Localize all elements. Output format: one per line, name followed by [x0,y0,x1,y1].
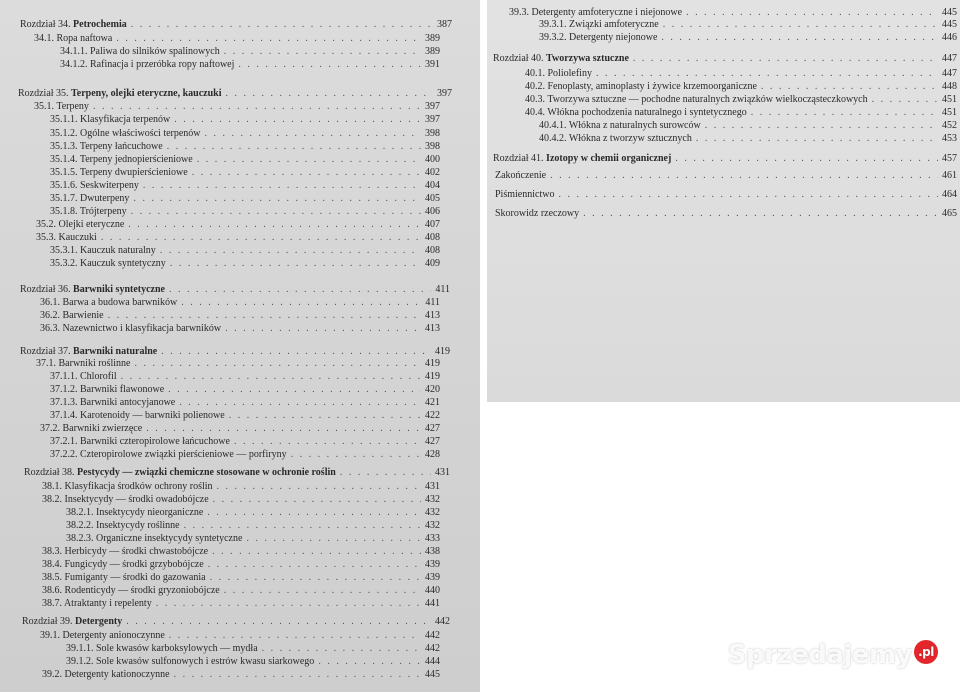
toc-dot-leader [161,346,431,358]
toc-entry-label: 39.1.1. Sole kwasów karboksylowych — mydła [66,643,258,654]
toc-page-number: 411 [425,297,440,308]
toc-dot-leader [174,114,421,126]
toc-entry-label: 35.1.3. Terpeny łańcuchowe [50,141,163,152]
toc-dot-leader [128,219,421,231]
toc-dot-leader [116,33,421,45]
toc-page-number: 431 [435,467,450,478]
toc-dot-leader [168,384,421,396]
toc-page-number: 409 [425,258,440,269]
toc-dot-leader [126,616,431,628]
toc-entry-label: 38.2.1. Insektycydy nieorganiczne [66,507,204,518]
toc-entry-label: 35.1. Terpeny [34,101,89,112]
toc-entry-label: 37.1.4. Karotenoidy — barwniki polienowe [50,410,225,421]
toc-dot-leader [160,245,421,257]
toc-entry-label: 38.2.2. Insektycydy roślinne [66,520,180,531]
toc-entry-row [66,533,440,545]
toc-page-number: 419 [425,358,440,369]
toc-dot-leader [226,88,434,100]
toc-dot-leader [169,284,431,296]
toc-page-number: 400 [425,154,440,165]
toc-entry-row [42,598,440,610]
toc-entry-label: Rozdział 36. Barwniki syntetyczne [20,284,165,295]
toc-page-number: 441 [425,598,440,609]
toc-entry-row [539,133,957,145]
toc-page-number: 402 [425,167,440,178]
toc-page-number: 408 [425,245,440,256]
toc-dot-leader [558,189,938,201]
toc-entry-row [66,656,440,668]
toc-dot-leader [318,656,421,668]
toc-page-number: 433 [425,533,440,544]
toc-dot-leader [340,467,431,479]
toc-entry-row [40,630,440,642]
toc-page-number: 405 [425,193,440,204]
toc-dot-leader [207,507,421,519]
toc-entry-row [50,167,440,179]
toc-chapter-row [493,53,957,65]
toc-entry-label: Rozdział 41. Izotopy w chemii organicznej [493,153,672,164]
toc-page-number: 451 [942,107,957,118]
toc-entry-row [50,410,440,422]
toc-entry-row [50,258,440,270]
toc-page-number: 422 [425,410,440,421]
toc-dot-leader [224,585,421,597]
toc-page-number: 446 [942,32,957,43]
toc-dot-leader [156,598,421,610]
toc-dot-leader [633,53,938,65]
right-page [487,0,960,402]
toc-entry-label: 35.1.5. Terpeny dwupierścieniowe [50,167,188,178]
toc-page-number: 427 [425,423,440,434]
toc-entry-label: 40.3. Tworzywa sztuczne — pochodne naturalnych związków wielkocząsteczkowych [525,94,868,105]
toc-page-number: 445 [942,19,957,30]
toc-entry-label: 38.5. Fumiganty — środki do gazowania [42,572,206,583]
toc-entry-label: 37.1.3. Barwniki antocyjanowe [50,397,176,408]
toc-dot-leader [146,423,421,435]
toc-entry-label: Rozdział 40. Tworzywa sztuczne [493,53,629,64]
toc-page-number: 397 [425,114,440,125]
toc-page-number: 453 [942,133,957,144]
toc-chapter-row [24,467,450,479]
toc-entry-label: 35.1.2. Ogólne właściwości terpenów [50,128,201,139]
toc-entry-label: Rozdział 35. Terpeny, olejki eteryczne, kauczuki [18,88,222,99]
toc-page-number: 419 [435,346,450,357]
toc-entry-label: 38.2.3. Organiczne insektycydy syntetyczne [66,533,243,544]
toc-page-number: 432 [425,520,440,531]
toc-entry-row [42,669,440,681]
toc-entry-row [66,643,440,655]
toc-page-number: 406 [425,206,440,217]
toc-entry-label: Piśmiennictwo [495,189,555,200]
toc-entry-label: Rozdział 39. Detergenty [22,616,123,627]
toc-page-number: 438 [425,546,440,557]
toc-page-number: 451 [942,94,957,105]
toc-dot-leader [174,669,421,681]
toc-entry-row [509,7,957,19]
toc-dot-leader [131,206,421,218]
toc-dot-leader [134,358,421,370]
toc-dot-leader [596,68,938,80]
toc-page-number: 442 [425,643,440,654]
toc-dot-leader [686,7,938,19]
toc-entry-label: Skorowidz rzeczowy [495,208,580,219]
toc-chapter-row [493,153,957,165]
toc-entry-row [42,559,440,571]
toc-entry-label: 35.1.7. Dwuterpeny [50,193,130,204]
toc-entry-row [525,81,957,93]
toc-page-number: 428 [425,449,440,460]
toc-dot-leader [751,107,938,119]
toc-dot-leader [550,170,938,182]
toc-entry-row [42,546,440,558]
toc-entry-row [495,189,957,201]
toc-page-number: 404 [425,180,440,191]
toc-entry-label: 40.1. Poliolefiny [525,68,592,79]
toc-entry-row [40,297,440,309]
toc-entry-row [40,310,440,322]
toc-entry-row [50,193,440,205]
toc-dot-leader [170,258,421,270]
toc-entry-row [42,572,440,584]
toc-entry-row [50,397,440,409]
toc-entry-row [495,208,957,220]
toc-chapter-row [18,88,452,100]
toc-page-number: 448 [942,81,957,92]
toc-page-number: 445 [425,669,440,680]
toc-entry-row [50,449,440,461]
toc-page-number: 432 [425,507,440,518]
toc-entry-label: 35.3.1. Kauczuk naturalny [50,245,156,256]
toc-entry-label: 38.1. Klasyfikacja środków ochrony roślin [42,481,213,492]
toc-dot-leader [192,167,421,179]
toc-dot-leader [93,101,421,113]
toc-entry-label: 36.2. Barwienie [40,310,104,321]
watermark-text: Sprzedajemy [727,640,912,670]
toc-entry-row [539,32,957,44]
toc-dot-leader [238,59,421,71]
toc-entry-label: 38.6. Rodenticydy — środki gryzoniobójcze [42,585,220,596]
toc-dot-leader [225,323,421,335]
toc-dot-leader [661,32,938,44]
toc-page-number: 442 [425,630,440,641]
toc-page-number: 439 [425,559,440,570]
toc-entry-label: 39.2. Detergenty kationoczynne [42,669,170,680]
toc-entry-label: 36.3. Nazewnictwo i klasyfikacja barwników [40,323,222,334]
toc-entry-label: 38.7. Atraktanty i repelenty [42,598,152,609]
toc-entry-row [34,101,440,113]
watermark-suffix: .pl [914,640,938,664]
toc-page-number: 389 [425,33,440,44]
toc-dot-leader [224,46,421,58]
toc-entry-label: 35.3.2. Kauczuk syntetyczny [50,258,166,269]
toc-page-number: 427 [425,436,440,447]
toc-entry-label: 39.3.1. Związki amfoteryczne [539,19,659,30]
toc-entry-label: 36.1. Barwa a budowa barwników [40,297,178,308]
toc-entry-label: 38.4. Fungicydy — środki grzybobójcze [42,559,204,570]
toc-entry-label: 39.3.2. Detergenty niejonowe [539,32,658,43]
toc-entry-label: 35.1.8. Trójterpeny [50,206,127,217]
toc-entry-row [525,68,957,80]
toc-entry-row [50,245,440,257]
toc-entry-label: 38.3. Herbicydy — środki chwastobójcze [42,546,209,557]
toc-entry-row [36,219,440,231]
toc-dot-leader [705,120,938,132]
toc-entry-label: 35.2. Olejki eteryczne [36,219,125,230]
toc-entry-label: 38.2. Insektycydy — środki owadobójcze [42,494,209,505]
toc-page-number: 419 [425,371,440,382]
toc-entry-row [66,507,440,519]
toc-chapter-row [22,616,450,628]
toc-page-number: 397 [437,88,452,99]
toc-entry-label: 35.1.6. Seskwiterpeny [50,180,139,191]
toc-dot-leader [583,208,938,220]
toc-page-number: 440 [425,585,440,596]
toc-page-number: 413 [425,323,440,334]
toc-dot-leader [133,193,421,205]
toc-entry-row [525,107,957,119]
toc-page-number: 457 [942,153,957,164]
toc-entry-row [50,384,440,396]
toc-entry-label: Rozdział 38. Pestycydy — związki chemiczne stosowane w ochronie roślin [24,467,336,478]
toc-page-number: 398 [425,141,440,152]
toc-page-number: 431 [425,481,440,492]
toc-dot-leader [169,630,421,642]
toc-entry-label: 40.4.1. Włókna z naturalnych surowców [539,120,701,131]
toc-entry-label: 37.2.2. Czteropirolowe związki pierścieniowe — porfiryny [50,449,287,460]
toc-entry-label: 35.1.1. Klasyfikacja terpenów [50,114,171,125]
toc-page-number: 387 [437,19,452,30]
toc-entry-label: 34.1. Ropa naftowa [34,33,113,44]
toc-dot-leader [181,297,421,309]
toc-entry-row [36,358,440,370]
toc-dot-leader [213,494,421,506]
toc-entry-label: 35.1.4. Terpeny jednopierścieniowe [50,154,193,165]
toc-page-number: 411 [435,284,450,295]
toc-entry-row [42,494,440,506]
toc-entry-row [36,232,440,244]
toc-page-number: 461 [942,170,957,181]
toc-page-number: 398 [425,128,440,139]
toc-entry-row [40,323,440,335]
toc-entry-row [50,141,440,153]
toc-entry-row [539,19,957,31]
toc-entry-row [34,33,440,45]
toc-entry-row [50,128,440,140]
toc-chapter-row [20,19,452,31]
toc-dot-leader [179,397,421,409]
toc-entry-label: 39.1. Detergenty anionoczynne [40,630,165,641]
toc-page-number: 447 [942,53,957,64]
toc-dot-leader [131,19,433,31]
toc-dot-leader [208,559,421,571]
toc-dot-leader [229,410,421,422]
toc-entry-row [50,436,440,448]
toc-dot-leader [675,153,938,165]
toc-entry-row [60,59,440,71]
toc-chapter-row [20,284,450,296]
toc-entry-label: 37.1.2. Barwniki flawonowe [50,384,165,395]
toc-page-number: 397 [425,101,440,112]
toc-entry-label: 37.1. Barwniki roślinne [36,358,131,369]
toc-entry-row [495,170,957,182]
toc-entry-label: Zakończenie [495,170,547,181]
watermark-logo [728,640,938,670]
toc-page-number: 432 [425,494,440,505]
toc-entry-row [40,423,440,435]
toc-entry-label: 34.1.2. Rafinacja i przeróbka ropy naftowej [60,59,235,70]
toc-entry-row [50,371,440,383]
toc-entry-label: 40.4. Włókna pochodzenia naturalnego i syntetycznego [525,107,747,118]
toc-page-number: 442 [435,616,450,627]
page-gutter [480,0,487,692]
toc-dot-leader [184,520,421,532]
toc-entry-row [525,94,957,106]
toc-entry-label: 37.2. Barwniki zwierzęce [40,423,143,434]
toc-entry-label: 34.1.1. Paliwa do silników spalinowych [60,46,220,57]
toc-entry-label: 40.2. Fenoplasty, aminoplasty i żywice krzemoorganiczne [525,81,757,92]
toc-page-number: 445 [942,7,957,18]
toc-dot-leader [212,546,421,558]
toc-entry-row [539,120,957,132]
toc-dot-leader [234,436,421,448]
toc-page-number: 439 [425,572,440,583]
toc-dot-leader [121,371,421,383]
toc-entry-label: 39.3. Detergenty amfoteryczne i niejonowe [509,7,683,18]
toc-entry-row [66,520,440,532]
toc-dot-leader [143,180,421,192]
toc-entry-row [42,481,440,493]
toc-dot-leader [872,94,938,106]
toc-dot-leader [205,128,421,140]
toc-dot-leader [217,481,421,493]
toc-page-number: 465 [942,208,957,219]
toc-dot-leader [108,310,421,322]
toc-page-number: 408 [425,232,440,243]
toc-dot-leader [210,572,421,584]
toc-entry-label: 37.2.1. Barwniki czteropirolowe łańcuchowe [50,436,230,447]
toc-entry-row [42,585,440,597]
toc-entry-label: 35.3. Kauczuki [36,232,97,243]
toc-entry-label: 39.1.2. Sole kwasów sulfonowych i estrów kwasu siarkowego [66,656,315,667]
toc-dot-leader [101,232,421,244]
toc-chapter-row [20,346,450,358]
toc-page-number: 447 [942,68,957,79]
toc-page-number: 420 [425,384,440,395]
toc-page-number: 452 [942,120,957,131]
toc-dot-leader [761,81,938,93]
toc-page-number: 391 [425,59,440,70]
toc-page-number: 444 [425,656,440,667]
toc-dot-leader [167,141,421,153]
toc-dot-leader [663,19,938,31]
toc-page-number: 464 [942,189,957,200]
toc-page-number: 421 [425,397,440,408]
toc-page-number: 389 [425,46,440,57]
toc-dot-leader [262,643,421,655]
toc-dot-leader [291,449,421,461]
toc-entry-row [50,114,440,126]
toc-entry-row [50,154,440,166]
toc-page-number: 413 [425,310,440,321]
toc-entry-label: 37.1.1. Chlorofil [50,371,117,382]
toc-page-number: 407 [425,219,440,230]
toc-dot-leader [197,154,421,166]
toc-entry-label: 40.4.2. Włókna z tworzyw sztucznych [539,133,692,144]
toc-entry-row [50,180,440,192]
toc-entry-row [50,206,440,218]
toc-dot-leader [696,133,938,145]
toc-dot-leader [246,533,421,545]
toc-entry-label: Rozdział 37. Barwniki naturalne [20,346,158,357]
toc-entry-row [60,46,440,58]
toc-entry-label: Rozdział 34. Petrochemia [20,19,127,30]
